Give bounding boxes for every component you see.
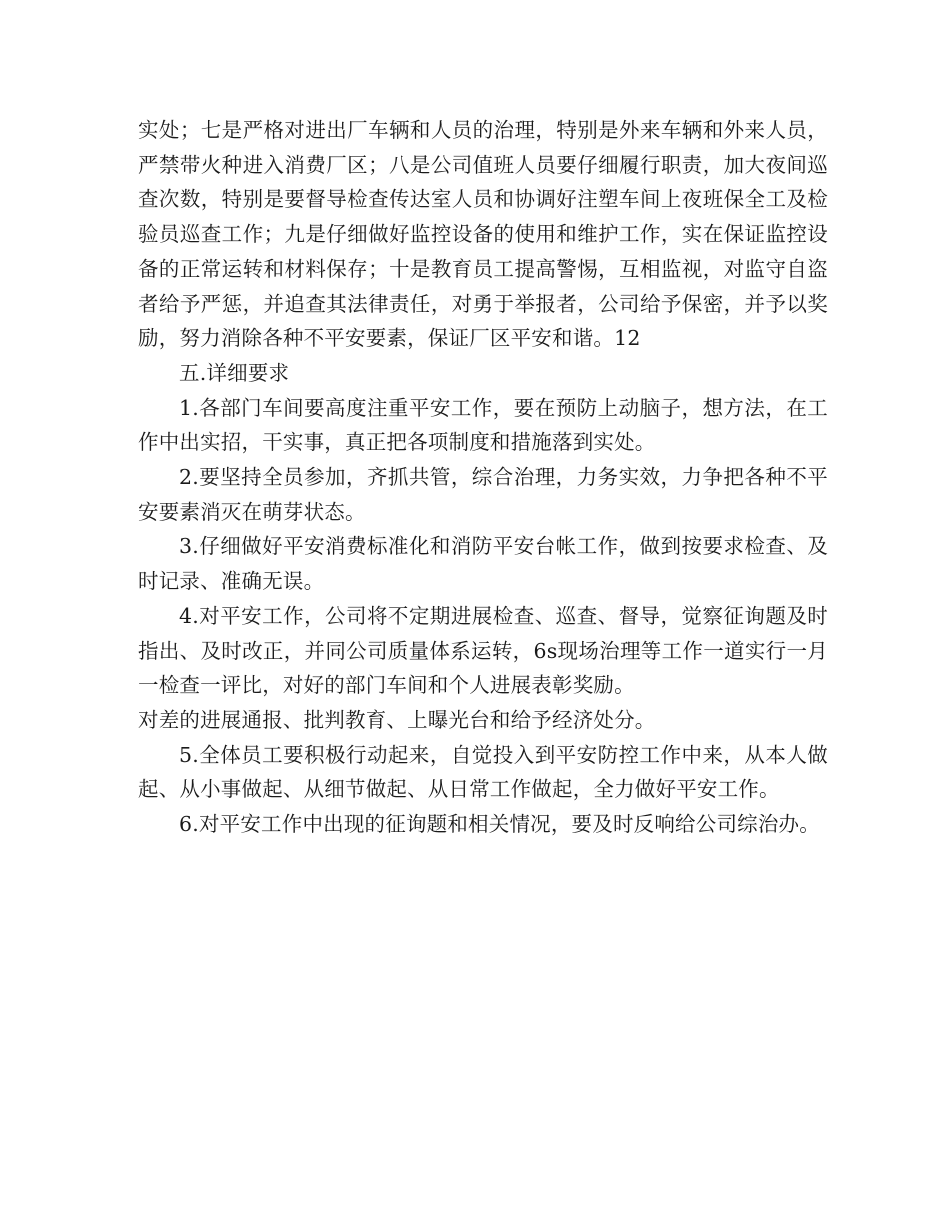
requirement-item-4-continuation: 对差的进展通报、批判教育、上曝光台和给予经济处分。 xyxy=(138,707,656,732)
requirement-item-3: 3.仔细做好平安消费标准化和消防平安台帐工作，做到按要求检查、及时记录、准确无误。 xyxy=(138,534,828,594)
requirement-item-4: 4.对平安工作，公司将不定期进展检查、巡查、督导，觉察征询题及时指出、及时改正，并同公司质量体系运转，6s现场治理等工作一道实行一月一检查一评比，对好的部门车间和个人进展表彰奖励。 xyxy=(138,603,828,698)
requirement-item-1: 1.各部门车间要高度注重平安工作，要在预防上动脑子，想方法，在工作中出实招，干实事，真正把各项制度和措施落到实处。 xyxy=(138,395,828,455)
paragraph-continuation: 实处；七是严格对进出厂车辆和人员的治理，特别是外来车辆和外来人员，严禁带火种进入消费厂区；八是公司值班人员要仔细履行职责，加大夜间巡查次数，特别是要督导检查传达室人员和协调好注塑车间上夜班保全工及检验员巡查工作；九是仔细做好监控设备的使用和维护工作，实在保证监控设备的正常运转和材料保存；十是教育员工提高警惕，互相监视，对监守自盗者给予严惩，并追查其法律责任，对勇于举报者，公司给予保密，并予以奖励，努力消除各种不平安要素，保证厂区平安和谐。12 xyxy=(138,118,828,351)
requirement-item-2: 2.要坚持全员参加，齐抓共管，综合治理，力务实效，力争把各种不平安要素消灭在萌芽状态。 xyxy=(138,465,828,524)
requirement-item-5: 5.全体员工要积极行动起来，自觉投入到平安防控工作中来，从本人做起、从小事做起、从细节做起、从日常工作做起，全力做好平安工作。 xyxy=(138,742,828,802)
requirement-item-6: 6.对平安工作中出现的征询题和相关情况，要及时反响给公司综治办。 xyxy=(179,812,820,837)
section-heading: 五.详细要求 xyxy=(179,360,290,385)
document-body xyxy=(138,113,828,842)
